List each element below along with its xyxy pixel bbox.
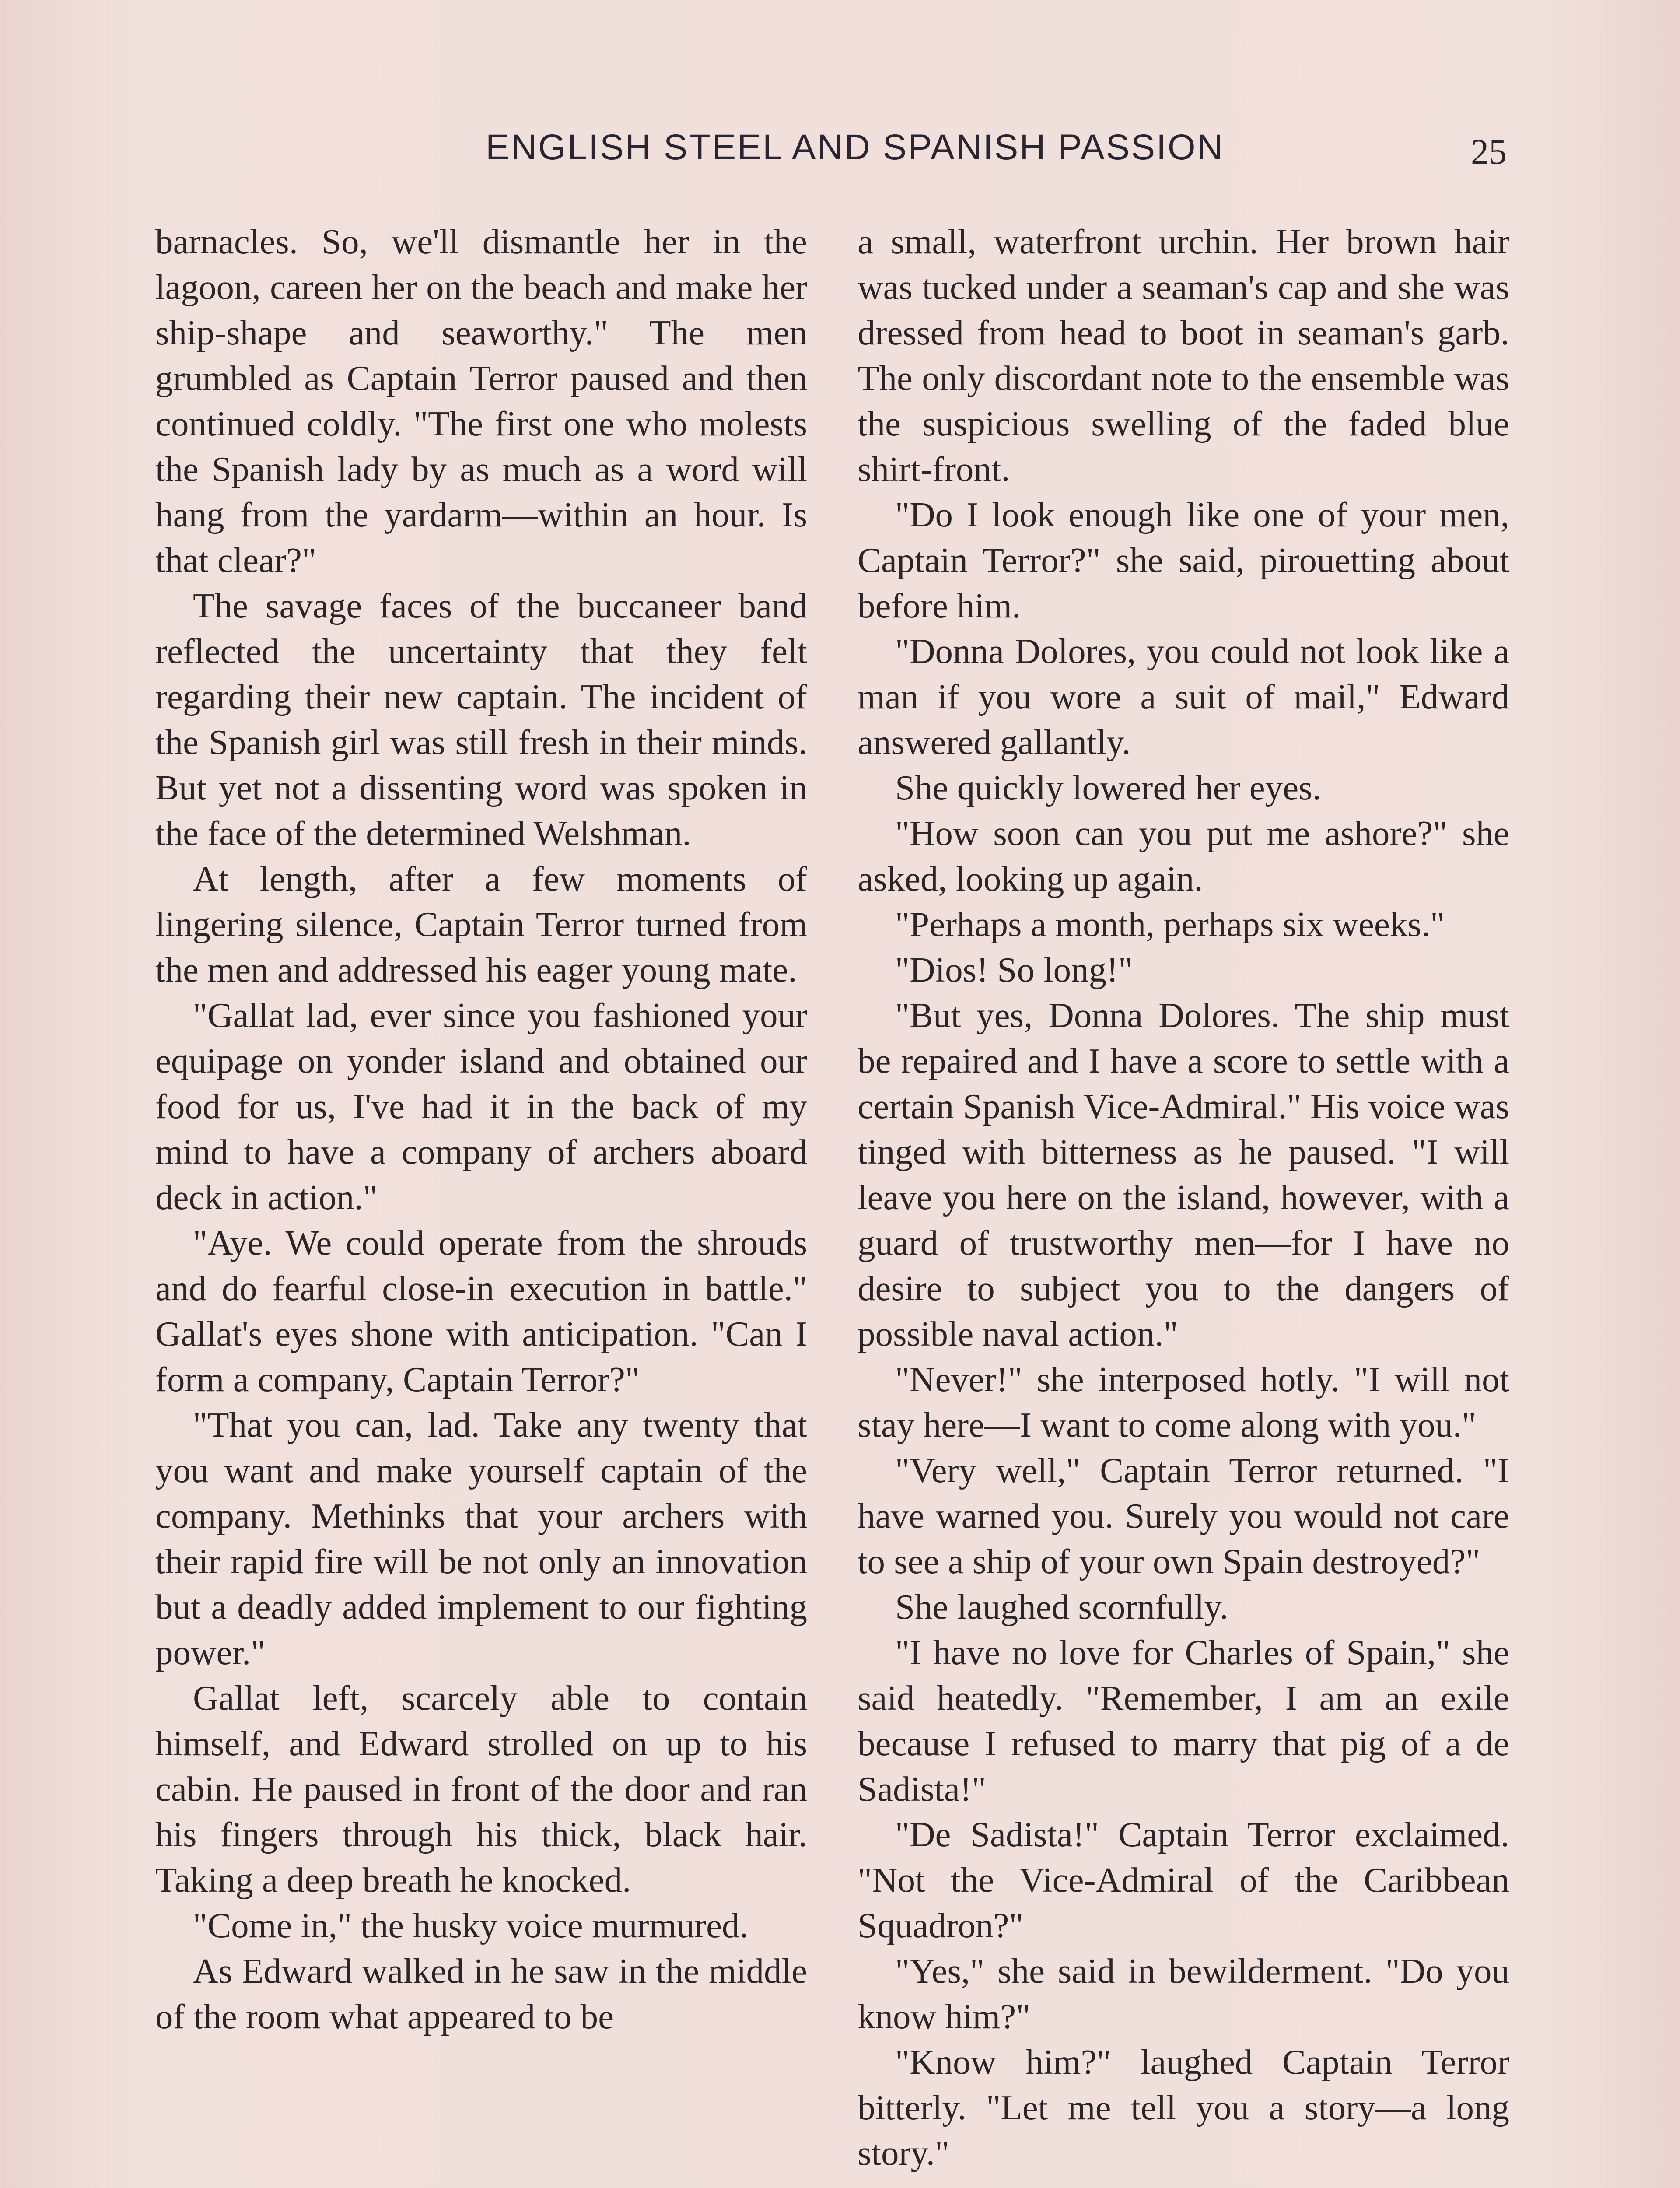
paragraph: "Know him?" laughed Captain Terror bitterly. "Let me tell you a story—a long story."	[858, 2042, 1509, 2173]
paragraph: As Edward walked in he saw in the middle of the room what appeared to be	[155, 1951, 807, 2036]
paragraph: "Yes," she said in bewilderment. "Do you know him?"	[858, 1951, 1509, 2036]
paragraph: "Never!" she interposed hotly. "I will not stay here—I want to come along with you."	[858, 1360, 1509, 1445]
paragraph: She quickly lowered her eyes.	[895, 768, 1321, 807]
paragraph: "I have no love for Charles of Spain," she said heatedly. "Remember, I am an exile because I refused to marry that pig of a de Sadista!"	[858, 1633, 1509, 1809]
paragraph: "Gallat lad, ever since you fashioned your equipage on yonder island and obtained our food for us, I've had it in the back of my mind to have a company of archers aboard deck in action."	[155, 996, 807, 1217]
paragraph: "Do I look enough like one of your men, Captain Terror?" she said, pirouetting about before him.	[858, 495, 1509, 625]
paragraph: "Perhaps a month, perhaps six weeks."	[895, 905, 1445, 944]
paragraph: Gallat left, scarcely able to contain himself, and Edward strolled on up to his cabin. He paused in front of the door and ran his fingers through his thick, black hair. Taking a deep breath he knocked.	[155, 1678, 807, 1900]
paragraph: "How soon can you put me ashore?" she asked, looking up again.	[858, 813, 1509, 898]
paragraph: barnacles. So, we'll dismantle her in the lagoon, careen her on the beach and make her ship-shape and seaworthy." The men grumbled as Captain Terror paused and then continued coldly. "The first one who molests the Spanish lady by as much as a word will hang from the yardarm—within an hour. Is that clear?"	[155, 222, 807, 580]
running-head-title: ENGLISH STEEL AND SPANISH PASSION	[486, 127, 1224, 167]
paragraph: "That you can, lad. Take any twenty that you want and make yourself captain of the company. Methinks that your archers with their rapid fire will be not only an innovation but a deadly added implement to our fighting power."	[155, 1405, 807, 1672]
paragraph: "But yes, Donna Dolores. The ship must be repaired and I have a score to settle with a certain Spanish Vice-Admiral." His voice was tinged with bitterness as he paused. "I will leave you here on the island, however, with a guard of trustworthy men—for I have no desire to subject you to the dangers of possible naval action."	[858, 996, 1509, 1353]
paragraph: "De Sadista!" Captain Terror exclaimed. "Not the Vice-Admiral of the Caribbean Squadron?"	[858, 1815, 1509, 1945]
paragraph: The savage faces of the buccaneer band reflected the uncertainty that they felt regarding their new captain. The incident of the Spanish girl was still fresh in their minds. But yet not a dissenting word was spoken in the face of the determined Welshman.	[155, 586, 807, 853]
paragraph: "Come in," the husky voice murmured.	[193, 1906, 749, 1945]
paragraph: "Donna Dolores, you could not look like a man if you wore a suit of mail," Edward answered gallantly.	[858, 631, 1509, 762]
paragraph: "Dios! So long!"	[895, 950, 1133, 989]
paragraph: "Aye. We could operate from the shrouds and do fearful close-in execution in battle." Gallat's eyes shone with anticipation. "Can I form a company, Captain Terror?"	[155, 1223, 807, 1399]
paragraph: a small, waterfront urchin. Her brown hair was tucked under a seaman's cap and she was dressed from head to boot in seaman's garb. The only discordant note to the ensemble was the suspicious swelling of the faded blue shirt-front.	[858, 222, 1509, 489]
paragraph: "Very well," Captain Terror returned. "I have warned you. Surely you would not care to see a ship of your own Spain destroyed?"	[858, 1451, 1509, 1581]
left-text-column	[155, 219, 807, 2039]
paragraph: At length, after a few moments of lingering silence, Captain Terror turned from the men and addressed his eager young mate.	[155, 859, 807, 989]
paragraph: She laughed scornfully.	[895, 1587, 1228, 1627]
right-text-column	[858, 219, 1509, 2176]
page-number: 25	[1471, 132, 1507, 172]
